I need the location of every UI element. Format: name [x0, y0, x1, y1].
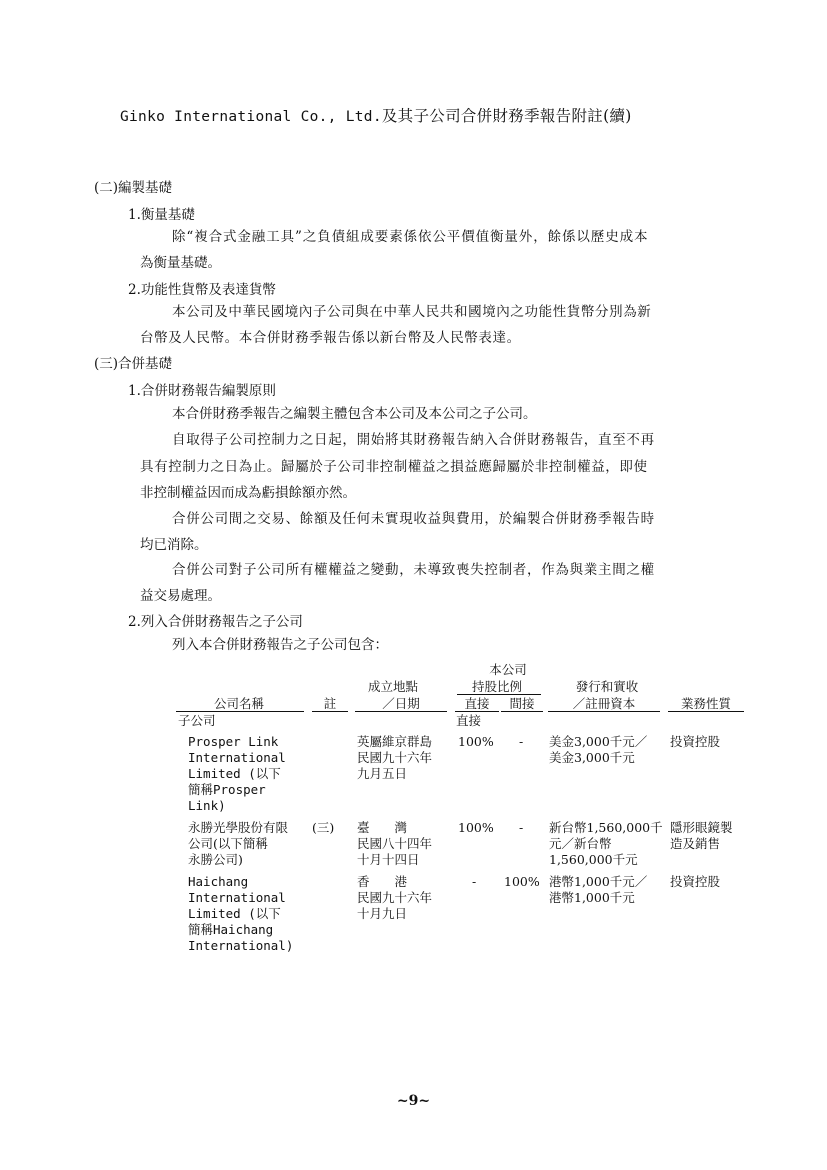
section-3-1-p4-line1: 合併公司對子公司所有權權益之變動，未導致喪失控制者，作為與業主間之權	[172, 562, 655, 578]
cell-business: 投資控股	[670, 734, 721, 749]
section-2-2-line2: 台幣及人民幣。本合併財務季報告係以新台幣及人民幣表達。	[140, 330, 521, 346]
section-2-2-line1: 本公司及中華民國境內子公司與在中華人民共和國境內之功能性貨幣分別為新	[172, 304, 652, 320]
section-3-1-p3-line1: 合併公司間之交易、餘額及任何未實現收益與費用，於編製合併財務季報告時	[172, 511, 655, 527]
title-latin: Ginko International Co., Ltd.	[120, 109, 382, 125]
cell-location: 英屬維京群島 民國九十六年 九月五日	[357, 734, 433, 781]
section-2-1-line1: 除“複合式金融工具”之負債組成要素係依公平價值衡量外，餘係以歷史成本	[172, 229, 649, 245]
header-note: 註	[323, 696, 337, 711]
cell-capital: 港幣1,000千元／ 港幣1,000千元	[549, 874, 648, 905]
header-location-bottom: ／日期	[382, 696, 420, 711]
header-business: 業務性質	[680, 696, 731, 711]
header-capital-top: 發行和實收	[575, 679, 639, 694]
cell-location: 臺 灣 民國八十四年 十月十四日	[357, 820, 433, 867]
section-3-2-intro: 列入本合併財務報告之子公司包含：	[172, 637, 388, 653]
page-number: ~9~	[396, 1093, 431, 1109]
header-holding-top1: 本公司	[489, 662, 527, 677]
section-3-1-p2-line2: 具有控制力之日為止。歸屬於子公司非控制權益之損益應歸屬於非控制權益，即使	[140, 459, 648, 475]
cell-indirect: 100%	[504, 874, 540, 889]
header-location-top: 成立地點	[367, 679, 418, 694]
cell-note: (三)	[312, 820, 335, 835]
group-label: 子公司	[178, 713, 216, 728]
cell-business: 投資控股	[670, 874, 721, 889]
cell-company: Prosper Link International Limited (以下 簡稱Prosper Link)	[188, 734, 286, 813]
cell-direct: -	[472, 874, 477, 889]
section-3-1-p2-line3: 非控制權益因而成為虧損餘額亦然。	[140, 485, 356, 501]
cell-direct: 100%	[458, 734, 494, 749]
cell-company: 永勝光學股份有限 公司(以下簡稱 永勝公司)	[188, 820, 289, 867]
section-2-heading: (二)編製基礎	[94, 180, 173, 196]
cell-business: 隱形眼鏡製 造及銷售	[670, 820, 733, 851]
cell-capital: 新台幣1,560,000千 元／新台幣 1,560,000千元	[549, 820, 663, 867]
section-3-1-p3-line2: 均已消除。	[140, 537, 208, 553]
group-label-direct: 直接	[456, 713, 482, 728]
cell-capital: 美金3,000千元／ 美金3,000千元	[549, 734, 648, 765]
section-3-2-heading: 2.列入合併財務報告之子公司	[128, 614, 303, 630]
header-direct: 直接	[464, 696, 490, 711]
cell-direct: 100%	[458, 820, 494, 835]
title-cjk: 及其子公司合併財務季報告附註(續)	[381, 107, 632, 125]
cell-indirect: -	[519, 734, 524, 749]
section-3-1-p2-line1: 自取得子公司控制力之日起，開始將其財務報告納入合併財務報告，直至不再	[172, 432, 655, 448]
header-indirect: 間接	[509, 696, 535, 711]
cell-location: 香 港 民國九十六年 十月九日	[357, 874, 433, 921]
section-3-heading: (三)合併基礎	[94, 356, 173, 372]
section-2-2-heading: 2.功能性貨幣及表達貨幣	[128, 282, 276, 298]
section-2-1-heading: 1.衡量基礎	[128, 207, 195, 223]
cell-indirect: -	[519, 820, 524, 835]
section-2-1-line2: 為衡量基礎。	[140, 255, 221, 271]
section-3-1-p1: 本合併財務季報告之編製主體包含本公司及本公司之子公司。	[172, 406, 537, 422]
header-company: 公司名稱	[213, 696, 264, 711]
header-capital-bottom: ／註冊資本	[572, 696, 636, 711]
section-3-1-heading: 1.合併財務報告編製原則	[128, 383, 276, 399]
header-holding-top2: 持股比例	[471, 679, 522, 694]
cell-company: Haichang International Limited (以下 簡稱Haichang International)	[188, 874, 294, 953]
section-3-1-p4-line2: 益交易處理。	[140, 588, 221, 604]
